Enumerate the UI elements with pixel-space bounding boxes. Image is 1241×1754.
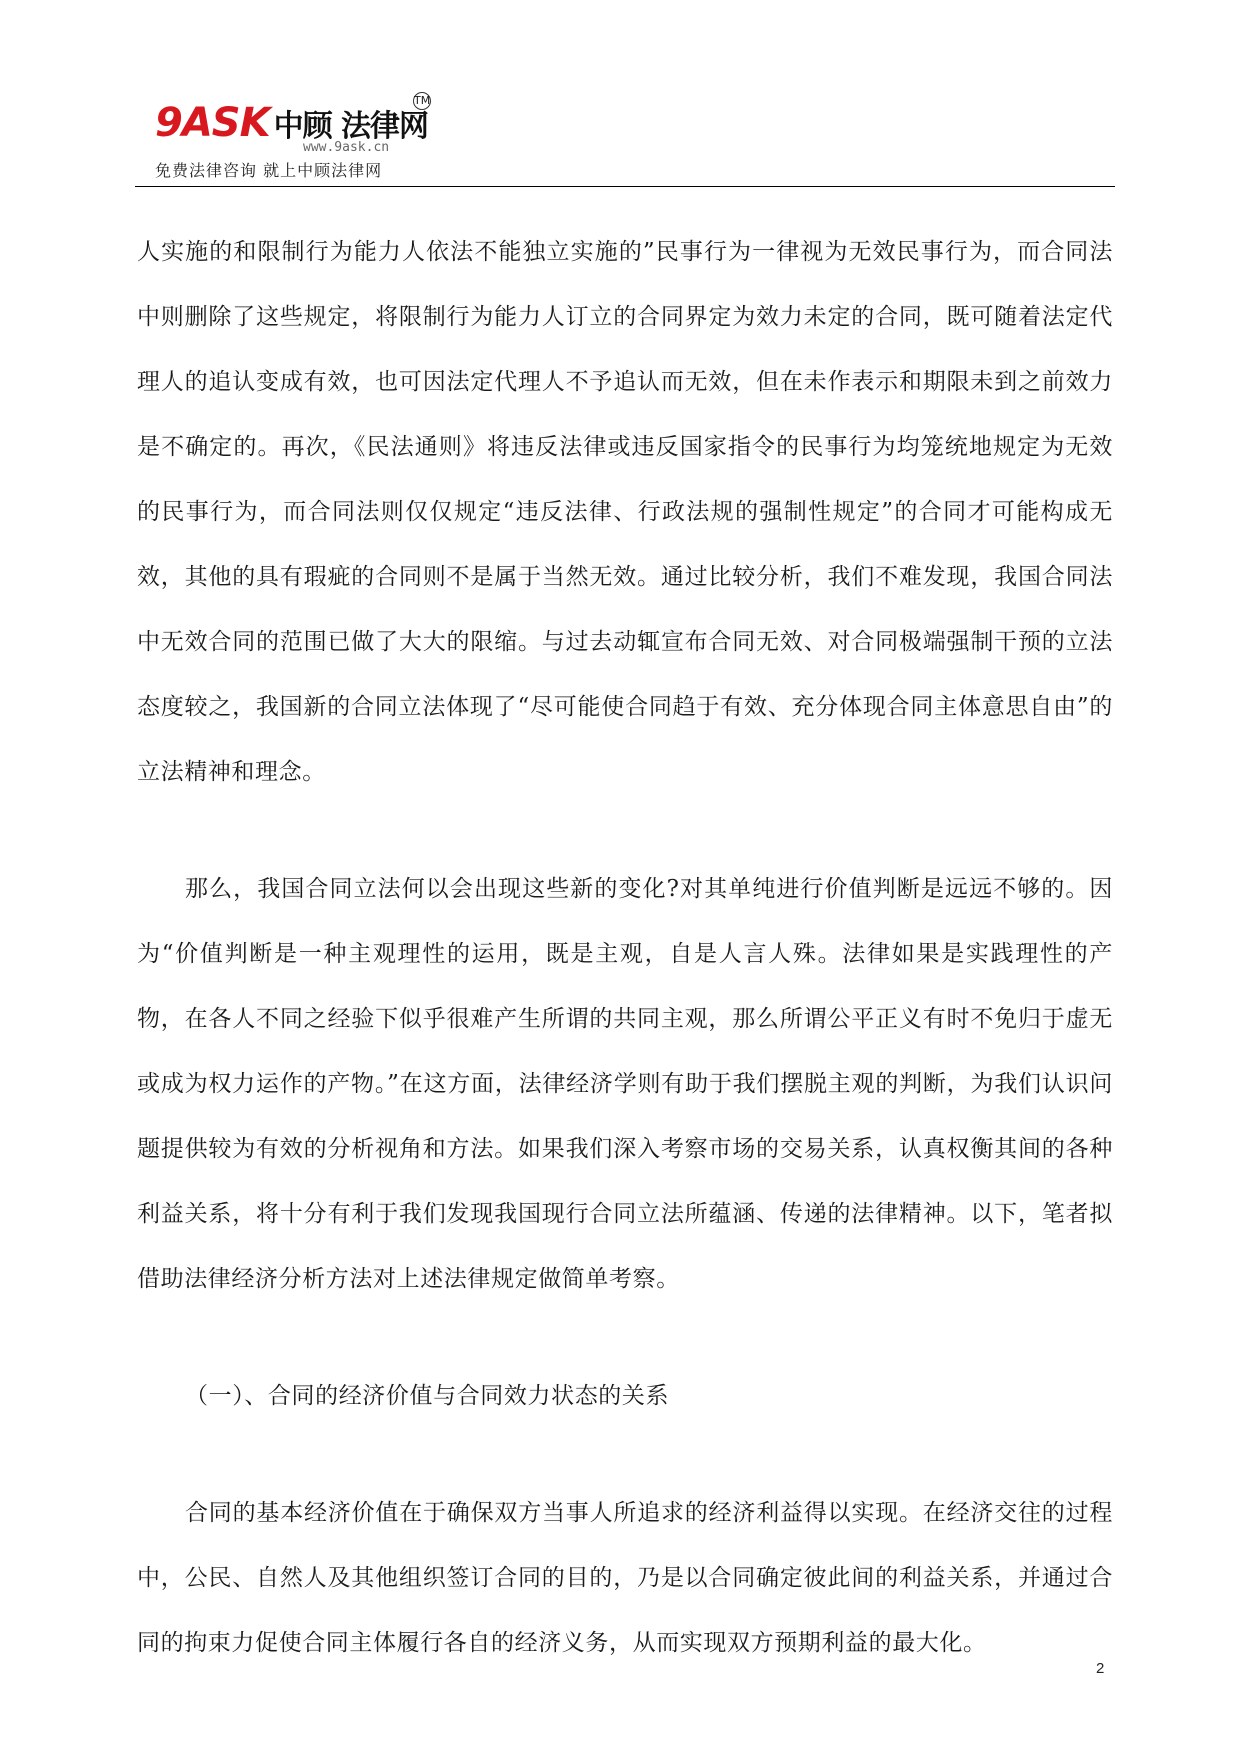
logo-brand: 9ASK: [155, 100, 270, 146]
paragraph-1: 人实施的和限制行为能力人依法不能独立实施的”民事行为一律视为无效民事行为，而合同法中则删除了这些规定，将限制行为能力人订立的合同界定为效力未定的合同，既可随着法定代理人的追认变成有效，也可因法定代理人不予追认而无效，但在未作表示和期限未到之前效力是不确定的。再次，《民法通则》将违反法律或违反国家指令的民事行为均笼统地规定为无效的民事行为，而合同法则仅仅规定“违反法律、行政法规的强制性规定”的合同才可能构成无效，其他的具有瑕疵的合同则不是属于当然无效。通过比较分析，我们不难发现，我国合同法中无效合同的范围已做了大大的限缩。与过去动辄宣布合同无效、对合同极端强制干预的立法态度较之，我国新的合同立法体现了“尽可能使合同趋于有效、充分体现合同主体意思自由”的立法精神和理念。: [137, 239, 1113, 785]
header-divider: [135, 186, 1115, 187]
paragraph-gap: [137, 1312, 1113, 1364]
section-heading: （一）、合同的经济价值与合同效力状态的关系: [185, 1383, 670, 1409]
page-header: [135, 92, 1115, 188]
document-body: [137, 220, 1113, 1676]
logo-slogan: 免费法律咨询 就上中顾法律网: [155, 161, 383, 180]
trademark-icon: TM: [413, 92, 431, 110]
paragraph-2: 那么，我国合同立法何以会出现这些新的变化?对其单纯进行价值判断是远远不够的。因为“价值判断是一种主观理性的运用，既是主观，自是人言人殊。法律如果是实践理性的产物，在各人不同之经验下似乎很难产生所谓的共同主观，那么所谓公平正义有时不免归于虚无或成为权力运作的产物。”在这方面，法律经济学则有助于我们摆脱主观的判断，为我们认识问题提供较为有效的分析视角和方法。如果我们深入考察市场的交易关系，认真权衡其间的各种利益关系，将十分有利于我们发现我国现行合同立法所蕴涵、传递的法律精神。以下，笔者拟借助法律经济分析方法对上述法律规定做简单考察。: [137, 876, 1113, 1292]
paragraph-3: 合同的基本经济价值在于确保双方当事人所追求的经济利益得以实现。在经济交往的过程中，公民、自然人及其他组织签订合同的目的，乃是以合同确定彼此间的利益关系，并通过合同的拘束力促使合同主体履行各自的经济义务，从而实现双方预期利益的最大化。: [137, 1500, 1113, 1656]
logo-cn-name: 中顾 法律网: [273, 109, 429, 144]
page-number: 2: [1096, 1660, 1105, 1677]
site-logo[interactable]: [155, 92, 455, 182]
logo-url: www.9ask.cn: [303, 140, 390, 155]
paragraph-gap: [137, 1429, 1113, 1481]
paragraph-gap: [137, 805, 1113, 857]
